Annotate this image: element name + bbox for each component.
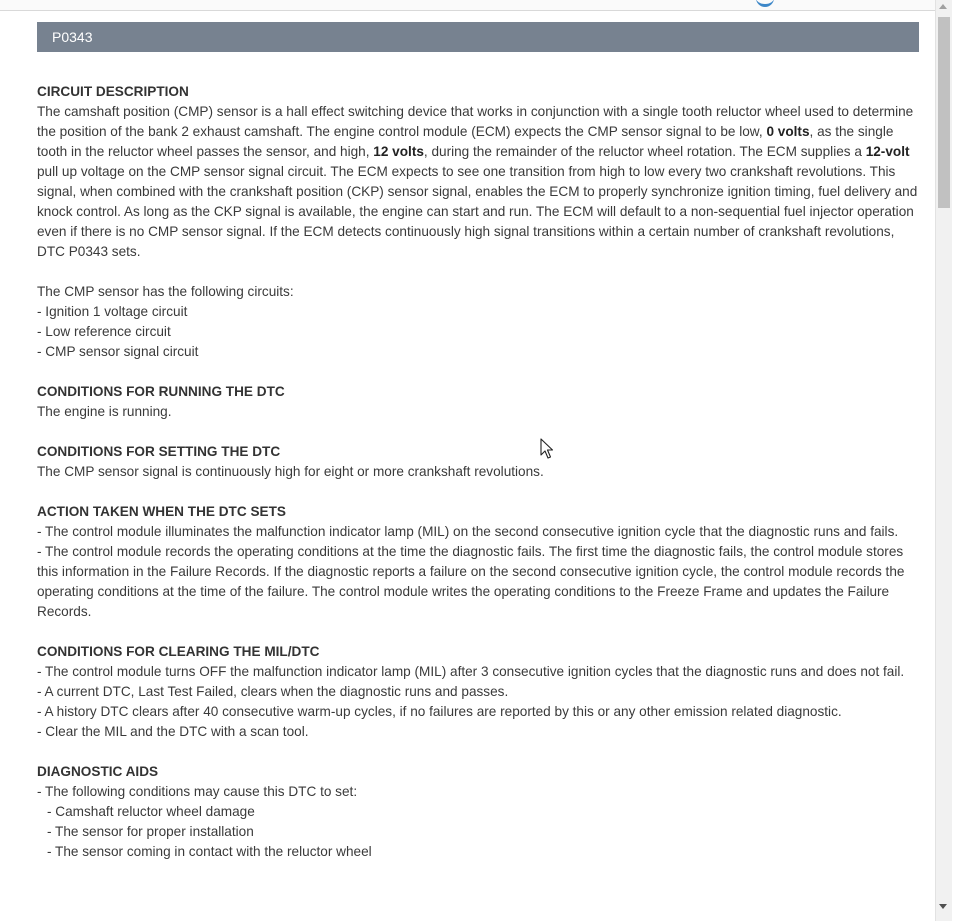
bold-12-volt: 12-volt <box>865 144 910 159</box>
action-taken-section <box>37 502 919 622</box>
section-title-running: CONDITIONS FOR RUNNING THE DTC <box>37 384 285 399</box>
loading-arc-icon <box>756 0 774 7</box>
setting-text: The CMP sensor signal is continuously high for eight or more crankshaft revolutions. <box>37 464 544 479</box>
section-title-diagnostic-aids: DIAGNOSTIC AIDS <box>37 764 159 779</box>
list-item-clearing: - The control module turns OFF the malfunction indicator lamp (MIL) after 3 consecutive ignition cycles that the diagnostic runs and does not fail. <box>37 664 905 679</box>
list-item-circuit: - Low reference circuit <box>37 324 171 339</box>
vertical-scrollbar[interactable] <box>935 0 952 921</box>
list-item-circuit: - CMP sensor signal circuit <box>37 344 199 359</box>
diagnostic-aids-section <box>37 762 919 862</box>
clearing-conditions-section <box>37 642 919 742</box>
section-title-clearing: CONDITIONS FOR CLEARING THE MIL/DTC <box>37 644 320 659</box>
list-item-action: - The control module illuminates the malfunction indicator lamp (MIL) on the second consecutive ignition cycle that the diagnostic runs and fails. <box>37 524 899 539</box>
list-item-action: - The control module records the operating conditions at the time the diagnostic fails. The first time the diagnostic fails, the control module stores this information in the Failure Records. If the diagnostic reports a failure on the second consecutive ignition cycle, the control module records the operating conditions at the time of the failure. The control module writes the operating conditions to the Freeze Frame and updates the Failure Records. <box>37 544 905 619</box>
list-item-clearing: - A current DTC, Last Test Failed, clears when the diagnostic runs and passes. <box>37 684 509 699</box>
document-content <box>37 22 919 921</box>
mouse-pointer-icon <box>540 438 554 460</box>
top-window-strip <box>0 0 935 11</box>
scroll-up-arrow-icon[interactable] <box>939 4 947 9</box>
list-item-circuit: - Ignition 1 voltage circuit <box>37 304 188 319</box>
aids-intro: - The following conditions may cause this DTC to set: <box>37 784 358 799</box>
list-item-aid: - The sensor coming in contact with the reluctor wheel <box>47 844 372 859</box>
circuits-intro: The CMP sensor has the following circuits: <box>37 284 294 299</box>
circuit-description-section <box>37 82 919 362</box>
scrollbar-thumb[interactable] <box>938 17 950 208</box>
section-title-action: ACTION TAKEN WHEN THE DTC SETS <box>37 504 286 519</box>
dtc-code-title: P0343 <box>52 29 93 45</box>
running-conditions-section <box>37 382 919 422</box>
list-item-clearing: - A history DTC clears after 40 consecutive warm-up cycles, if no failures are reported by this or any other emission related diagnostic. <box>37 704 842 719</box>
bold-0-volts: 0 volts <box>766 124 810 139</box>
circuit-description-paragraph: The camshaft position (CMP) sensor is a hall effect switching device that works in conjunction with a single tooth reluctor wheel used to determine the position of the bank 2 exhaust camshaft. The engine control module (ECM) expects the CMP sensor signal to be low, 0 volts, as the single tooth in the reluctor wheel passes the sensor, and high, 12 volts, during the remainder of the reluctor wheel rotation. The ECM supplies a 12-volt pull up voltage on the CMP sensor signal circuit. The ECM expects to see one transition from high to low every two crankshaft revolutions. This signal, when combined with the crankshaft position (CKP) sensor signal, enables the ECM to properly synchronize ignition timing, fuel delivery and knock control. As long as the CKP signal is available, the engine can start and run. The ECM will default to a non-sequential fuel injector operation even if there is no CMP sensor signal. If the ECM detects continuously high signal transitions within a certain number of crankshaft revolutions, DTC P0343 sets. <box>37 104 918 259</box>
list-item-clearing: - Clear the MIL and the DTC with a scan tool. <box>37 724 309 739</box>
section-title-setting: CONDITIONS FOR SETTING THE DTC <box>37 444 281 459</box>
running-text: The engine is running. <box>37 404 172 419</box>
setting-conditions-section <box>37 442 919 482</box>
scroll-down-arrow-icon[interactable] <box>939 904 947 909</box>
bold-12-volts: 12 volts <box>373 144 424 159</box>
section-title-circuit-description: CIRCUIT DESCRIPTION <box>37 84 189 99</box>
dtc-header-bar <box>37 22 919 52</box>
list-item-aid: - Camshaft reluctor wheel damage <box>47 804 255 819</box>
list-item-aid: - The sensor for proper installation <box>47 824 254 839</box>
